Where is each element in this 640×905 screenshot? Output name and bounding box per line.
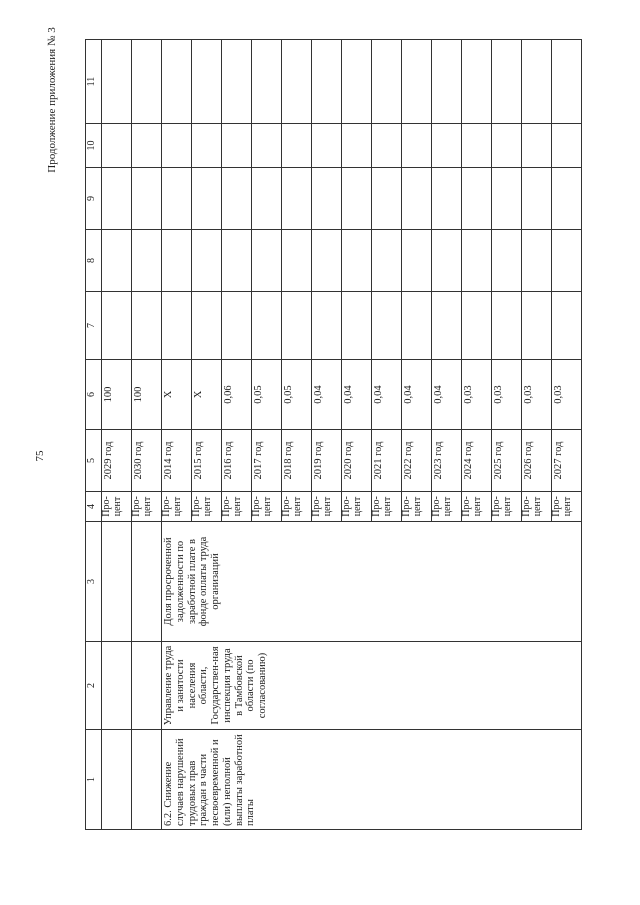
empty-cell-col9 bbox=[162, 168, 192, 230]
empty-cell-col10 bbox=[372, 124, 402, 168]
unit-cell: Про- цент bbox=[222, 492, 252, 522]
column-number-2: 2 bbox=[86, 642, 102, 730]
empty-cell-col7 bbox=[282, 292, 312, 360]
empty-cell-col9 bbox=[342, 168, 372, 230]
year-cell: 2018 год bbox=[282, 430, 312, 492]
empty-cell-col8 bbox=[552, 230, 582, 292]
year-cell: 2017 год bbox=[252, 430, 282, 492]
unit-cell: Про- цент bbox=[162, 492, 192, 522]
empty-cell-col11 bbox=[402, 40, 432, 124]
unit-cell: Про- цент bbox=[102, 492, 132, 522]
continuation-title: Продолжение приложения № 3 bbox=[46, 27, 58, 173]
empty-cell-col10 bbox=[432, 124, 462, 168]
unit-cell: Про- цент bbox=[282, 492, 312, 522]
empty-cell-col8 bbox=[162, 230, 192, 292]
empty-cell-col8 bbox=[432, 230, 462, 292]
empty-cell-col7 bbox=[522, 292, 552, 360]
unit-cell: Про- цент bbox=[342, 492, 372, 522]
empty-cell-col11 bbox=[552, 40, 582, 124]
empty-cell-col10 bbox=[102, 124, 132, 168]
indicator-cell bbox=[132, 522, 162, 642]
empty-cell-col8 bbox=[402, 230, 432, 292]
unit-cell: Про- цент bbox=[192, 492, 222, 522]
empty-cell-col7 bbox=[192, 292, 222, 360]
unit-cell: Про- цент bbox=[462, 492, 492, 522]
value-cell: 0,03 bbox=[462, 360, 492, 430]
empty-cell-col8 bbox=[372, 230, 402, 292]
empty-cell-col7 bbox=[552, 292, 582, 360]
empty-cell-col10 bbox=[162, 124, 192, 168]
empty-cell-col8 bbox=[102, 230, 132, 292]
column-number-8: 8 bbox=[86, 230, 102, 292]
year-cell: 2027 год bbox=[552, 430, 582, 492]
empty-cell-col10 bbox=[342, 124, 372, 168]
empty-cell-col9 bbox=[132, 168, 162, 230]
empty-cell-col8 bbox=[522, 230, 552, 292]
empty-cell-col7 bbox=[102, 292, 132, 360]
empty-cell-col9 bbox=[102, 168, 132, 230]
empty-cell-col10 bbox=[252, 124, 282, 168]
empty-cell-col11 bbox=[222, 40, 252, 124]
year-cell: 2023 год bbox=[432, 430, 462, 492]
empty-cell-col11 bbox=[312, 40, 342, 124]
empty-cell-col7 bbox=[312, 292, 342, 360]
empty-cell-col10 bbox=[132, 124, 162, 168]
empty-cell-col9 bbox=[522, 168, 552, 230]
executor-cell: Управление труда и занятости населения области, Государствен-ная инспекция труда в Тамбовской области (по согласованию) bbox=[162, 642, 582, 730]
empty-cell-col7 bbox=[492, 292, 522, 360]
empty-cell-col9 bbox=[252, 168, 282, 230]
empty-cell-col8 bbox=[312, 230, 342, 292]
table-row bbox=[102, 40, 132, 830]
unit-cell: Про- цент bbox=[132, 492, 162, 522]
value-cell: 100 bbox=[132, 360, 162, 430]
value-cell: 0,03 bbox=[492, 360, 522, 430]
value-cell: 0,04 bbox=[372, 360, 402, 430]
year-cell: 2030 год bbox=[132, 430, 162, 492]
column-number-5: 5 bbox=[86, 430, 102, 492]
empty-cell-col8 bbox=[132, 230, 162, 292]
unit-cell: Про- цент bbox=[312, 492, 342, 522]
measure-name-cell bbox=[102, 730, 132, 830]
empty-cell-col8 bbox=[342, 230, 372, 292]
empty-cell-col10 bbox=[402, 124, 432, 168]
value-cell: 0,03 bbox=[522, 360, 552, 430]
value-cell: 0,04 bbox=[312, 360, 342, 430]
year-cell: 2026 год bbox=[522, 430, 552, 492]
value-cell: Х bbox=[192, 360, 222, 430]
empty-cell-col7 bbox=[432, 292, 462, 360]
executor-cell bbox=[102, 642, 132, 730]
unit-cell: Про- цент bbox=[492, 492, 522, 522]
empty-cell-col8 bbox=[492, 230, 522, 292]
empty-cell-col8 bbox=[282, 230, 312, 292]
empty-cell-col11 bbox=[282, 40, 312, 124]
column-number-10: 10 bbox=[86, 124, 102, 168]
value-cell: 0,05 bbox=[252, 360, 282, 430]
value-cell: 0,04 bbox=[402, 360, 432, 430]
empty-cell-col10 bbox=[192, 124, 222, 168]
empty-cell-col11 bbox=[162, 40, 192, 124]
unit-cell: Про- цент bbox=[372, 492, 402, 522]
rotated-sheet bbox=[85, 40, 595, 830]
empty-cell-col9 bbox=[552, 168, 582, 230]
value-cell: 0,04 bbox=[342, 360, 372, 430]
executor-cell bbox=[132, 642, 162, 730]
empty-cell-col7 bbox=[402, 292, 432, 360]
year-cell: 2021 год bbox=[372, 430, 402, 492]
empty-cell-col8 bbox=[462, 230, 492, 292]
empty-cell-col11 bbox=[492, 40, 522, 124]
empty-cell-col10 bbox=[312, 124, 342, 168]
column-number-11: 11 bbox=[86, 40, 102, 124]
unit-cell: Про- цент bbox=[402, 492, 432, 522]
empty-cell-col11 bbox=[192, 40, 222, 124]
empty-cell-col9 bbox=[312, 168, 342, 230]
empty-cell-col7 bbox=[462, 292, 492, 360]
empty-cell-col10 bbox=[462, 124, 492, 168]
empty-cell-col9 bbox=[282, 168, 312, 230]
empty-cell-col9 bbox=[192, 168, 222, 230]
empty-cell-col8 bbox=[252, 230, 282, 292]
empty-cell-col10 bbox=[222, 124, 252, 168]
empty-cell-col9 bbox=[372, 168, 402, 230]
empty-cell-col9 bbox=[402, 168, 432, 230]
indicator-cell: Доля просроченной задолженности по заработной плате в фонде оплаты труда организаций bbox=[162, 522, 582, 642]
empty-cell-col9 bbox=[492, 168, 522, 230]
unit-cell: Про- цент bbox=[252, 492, 282, 522]
empty-cell-col11 bbox=[132, 40, 162, 124]
empty-cell-col11 bbox=[372, 40, 402, 124]
measure-name-cell bbox=[132, 730, 162, 830]
empty-cell-col10 bbox=[522, 124, 552, 168]
empty-cell-col9 bbox=[462, 168, 492, 230]
value-cell: 0,05 bbox=[282, 360, 312, 430]
value-cell: Х bbox=[162, 360, 192, 430]
value-cell: 100 bbox=[102, 360, 132, 430]
empty-cell-col7 bbox=[342, 292, 372, 360]
empty-cell-col11 bbox=[522, 40, 552, 124]
empty-cell-col7 bbox=[252, 292, 282, 360]
column-number-row bbox=[86, 40, 102, 830]
column-number-1: 1 bbox=[86, 730, 102, 830]
empty-cell-col11 bbox=[462, 40, 492, 124]
empty-cell-col11 bbox=[252, 40, 282, 124]
year-cell: 2015 год bbox=[192, 430, 222, 492]
value-cell: 0,03 bbox=[552, 360, 582, 430]
empty-cell-col11 bbox=[432, 40, 462, 124]
empty-cell-col9 bbox=[432, 168, 462, 230]
year-cell: 2016 год bbox=[222, 430, 252, 492]
empty-cell-col8 bbox=[192, 230, 222, 292]
empty-cell-col10 bbox=[492, 124, 522, 168]
unit-cell: Про- цент bbox=[432, 492, 462, 522]
value-cell: 0,06 bbox=[222, 360, 252, 430]
column-number-7: 7 bbox=[86, 292, 102, 360]
empty-cell-col11 bbox=[102, 40, 132, 124]
empty-cell-col7 bbox=[132, 292, 162, 360]
year-cell: 2014 год bbox=[162, 430, 192, 492]
column-number-3: 3 bbox=[86, 522, 102, 642]
unit-cell: Про- цент bbox=[522, 492, 552, 522]
empty-cell-col8 bbox=[222, 230, 252, 292]
column-number-9: 9 bbox=[86, 168, 102, 230]
year-cell: 2022 год bbox=[402, 430, 432, 492]
empty-cell-col9 bbox=[222, 168, 252, 230]
empty-cell-col7 bbox=[222, 292, 252, 360]
page-number: 75 bbox=[34, 450, 46, 462]
measure-name-cell: 6.2. Снижение случаев нарушений трудовых прав граждан в части несвоевременной и (или) неполной выплаты заработной платы bbox=[162, 730, 582, 830]
year-cell: 2024 год bbox=[462, 430, 492, 492]
column-number-6: 6 bbox=[86, 360, 102, 430]
year-cell: 2025 год bbox=[492, 430, 522, 492]
column-number-4: 4 bbox=[86, 492, 102, 522]
empty-cell-col7 bbox=[162, 292, 192, 360]
year-cell: 2020 год bbox=[342, 430, 372, 492]
empty-cell-col10 bbox=[552, 124, 582, 168]
empty-cell-col7 bbox=[372, 292, 402, 360]
table-row bbox=[132, 40, 162, 830]
value-cell: 0,04 bbox=[432, 360, 462, 430]
year-cell: 2029 год bbox=[102, 430, 132, 492]
year-cell: 2019 год bbox=[312, 430, 342, 492]
unit-cell: Про- цент bbox=[552, 492, 582, 522]
table-row bbox=[162, 40, 192, 830]
empty-cell-col11 bbox=[342, 40, 372, 124]
empty-cell-col10 bbox=[282, 124, 312, 168]
indicator-cell bbox=[102, 522, 132, 642]
indicator-table bbox=[85, 39, 582, 830]
